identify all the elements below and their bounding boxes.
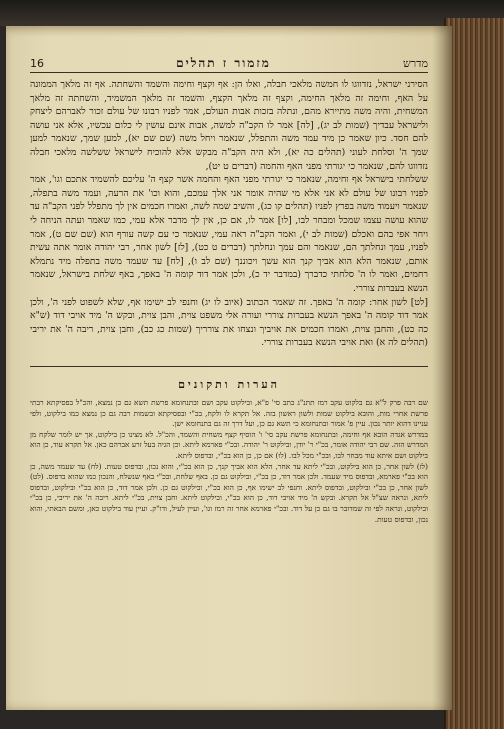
notes-block — [30, 398, 428, 686]
main-paragraph: ששלחתי בישראל אף וחימה, שנאמר כי יגורתי מפני האף והחמה אשר קצף ה' עליכם להשמיד אתכם וגו', אמר לפניו רבונו של עולם לא אני אלא מי שהיה אומר אני אלך עמכם, והוא וכו' את הרעה, ועמד משה בתפלה, שנאמר ויעמוד משה בפרץ לפניו (תהלים קו כג), והשיב שמה לשה, ואמרו חכמים אין לך מתפלל לפני הקב"ה עד שהוא עושה עצמו שמכל ומבחר לבו, [לו] אמר לו, אם כן, אין לך מדבר אלא עמי, כמו שאמר ועתה הניחה לי ויחר אפי בהם ואכלם (שמות לב י), ואמר הקב"ה ראה עמי, שנאמר כי עם קשה עורף הוא (שם שם ט), אמר לפניו, עמך ונחלתך הם, שנאמר והם עמך ונחלתך (דברים ט כט), [לז] לשון אחר, רבי יהודה אומר אתה עשית אותם, שנאמר הלא הוא אביך קנך הוא עשך ויכוננך (שם לב ו), [לח] עד שעמד משה בתפלה מיד נתמלא רחמים, ואמר לו ה' סלחתי כדברך (במדבר יד כ), ולכן אמר דוד קומה ה' באפך, באף שלחת בישראל, שנאמר הנשא בעברות צוררי. — [30, 174, 428, 294]
note-paragraph: במדרש אגדה הובא אף וחימה, ובתנחומא פרשת עקב סי' ו' הוסיף קצף משחית והשמד, והכ"ל. לא מצינו כן בילקוט, אך יש לומר שלקח מן המדרש הזה. שם רבי יהודה אומר, בכ"י ר' יודן, ובילקוט ר' יהודה. ובכ"י פארמא ליתא. וכן הגיה בעל זרע אברהם כאן. אל תקרא עוד, כן הוא בילקוט ושם איתא עוד מבחר לבו, ובכ"י מכל לבו. (לו) אם כן, כן הוא בכ"י, ובדפוס ליתא. — [30, 429, 428, 460]
work-name: מדרש — [402, 56, 428, 70]
page-fold-shadow — [432, 26, 452, 710]
section-divider — [30, 366, 428, 367]
book-page — [6, 26, 452, 710]
notes-heading: הערות ותקונים — [178, 378, 280, 391]
psalm-title — [176, 56, 271, 71]
scan-background-top — [0, 0, 504, 26]
note-paragraph: (לז) לשון אחר, כן הוא בילקוט, ובכ"י ליתא עד אחר, הלא הוא אביך קנך, כן הוא בכ"י, והוא נכון, ובדפוס טעות. (לח) עד שעמד משה, כן הוא בכ"י פארמא, ובדפוס מיד שעמד. ולכן אמר דוד, כן בכ"י, ובילקוט גם כן. באף שלחת, ובכ"י באף שנשלח, והנכון כמו שהוא בדפוס. (לט) לשון אחר, כן בכ"י ובילקוט, ובדפוס ליתא. וחנפי לב ישימו אף, כן הוא בכ"י, ובילקוט גם כן. ולכן אמר דוד, כן הוא בכ"י ובילקוט, ובדפוס ליתא, ונראה שצ"ל אל תקרא. ובקש ה' מיד אויבי דוד, כן הוא בכ"י, ובילקוט ליתא. וחבן צוית, בכ"י ליתא. ריבה ה' את יריבי, כן בכ"י ובילקוט, ונראה לפי זה שמדובר בו גם כן על דוד. ובכ"י פארמא אחר זה רמז וגו', ועיין לעיל, ודו"ק. ועיין עוד בילקוט כאן, ומשם הבאתי, והוא נכון, ובדפוס טעות. — [30, 461, 428, 524]
main-text-block — [30, 78, 428, 363]
psalm-number: מזמור ז — [222, 55, 271, 70]
main-paragraph: [לט] לשון אחר: קומה ה' באפך. זה שאמר הכתוב (איוב לו יג) וחנפי לב ישימו אף, שלא לשפוט לפני ה', ולכן אמר דוד קומה ה' באפך הנשא בעברות צוררי ועורה אלי משפט צוית, והבן צוית, ובקש ה' מיד אויבי דוד (ש"א כה כט), והחבן צוית, ואמרו חכמים את אויביך ונצחו את צורריך (שמות כג כב), וחבן צוית, ריבה ה' את יריבי (תהלים לה א) ואת אויבי הנשא בעברות צוררי. — [30, 296, 428, 349]
main-paragraph: הסירני ישראל, נזדווגו לו חמשה מלאכי חבלה, ואלו הן: אף וקצף וחימה והשמד והשחתה. אף זה מלאך הממונה על האף, וחימה זה מלאך החימה, וקצף זה מלאך הקצף, והשמד זה מלאך המשמיד, והשחתה זה מלאך המשחית, והיה משה מתיירא מהם, ונתלה בזכות אבות העולם, אמר לפניו רבונו של עולם זכור לאברהם ליצחק ולישראל עבדיך (שמות לב יג), [לה] אמר לו הקב"ה למשה, אבות אינם עושין לי כלום עכשיו, אלא אני עושה להם חסד. כיון שאמר כן מיד עמד משה והתפלל, שנאמר ויחל משה (שם שם יא), למען שמך, שנאמר למען שמך ה' וסלחת לעוני (תהלים כה יא), ולא היה הקב"ה מבקש אלא להוכיח לישראל ששלשה מלאכי חבלה נזדווגו להם, שנאמר כי יגורתי מפני האף והחמה (דברים ט יט), — [30, 79, 428, 172]
book-page-edges — [444, 18, 504, 729]
running-header — [30, 54, 428, 73]
book-name: תהלים — [176, 55, 217, 70]
note-paragraph: שם רבה פרק ל"א גם בלקוט עקב רמז תתנ"ג כתב סי' פ"א, ובילקוט עקב ושם ובתנחומא פרשת תשא גם כן נמצא, והכ"ל בפסיקתא רבתי פרשת אחרי מות, והובא בילקוט שמות ולשון ראשון בזה. אל תקרא לו ולקח, בכ"י ובפסיקתא ובשמות רבה גם כן נמצא כמו בילקוט, ולפי עניינו דהוא יותר נכון. עיין פ' אמור ובתנחומא כי תשא גם כן, ועל דרך זה גם בתנחומא ישן. — [30, 398, 428, 429]
page-number: 16 — [30, 56, 45, 70]
